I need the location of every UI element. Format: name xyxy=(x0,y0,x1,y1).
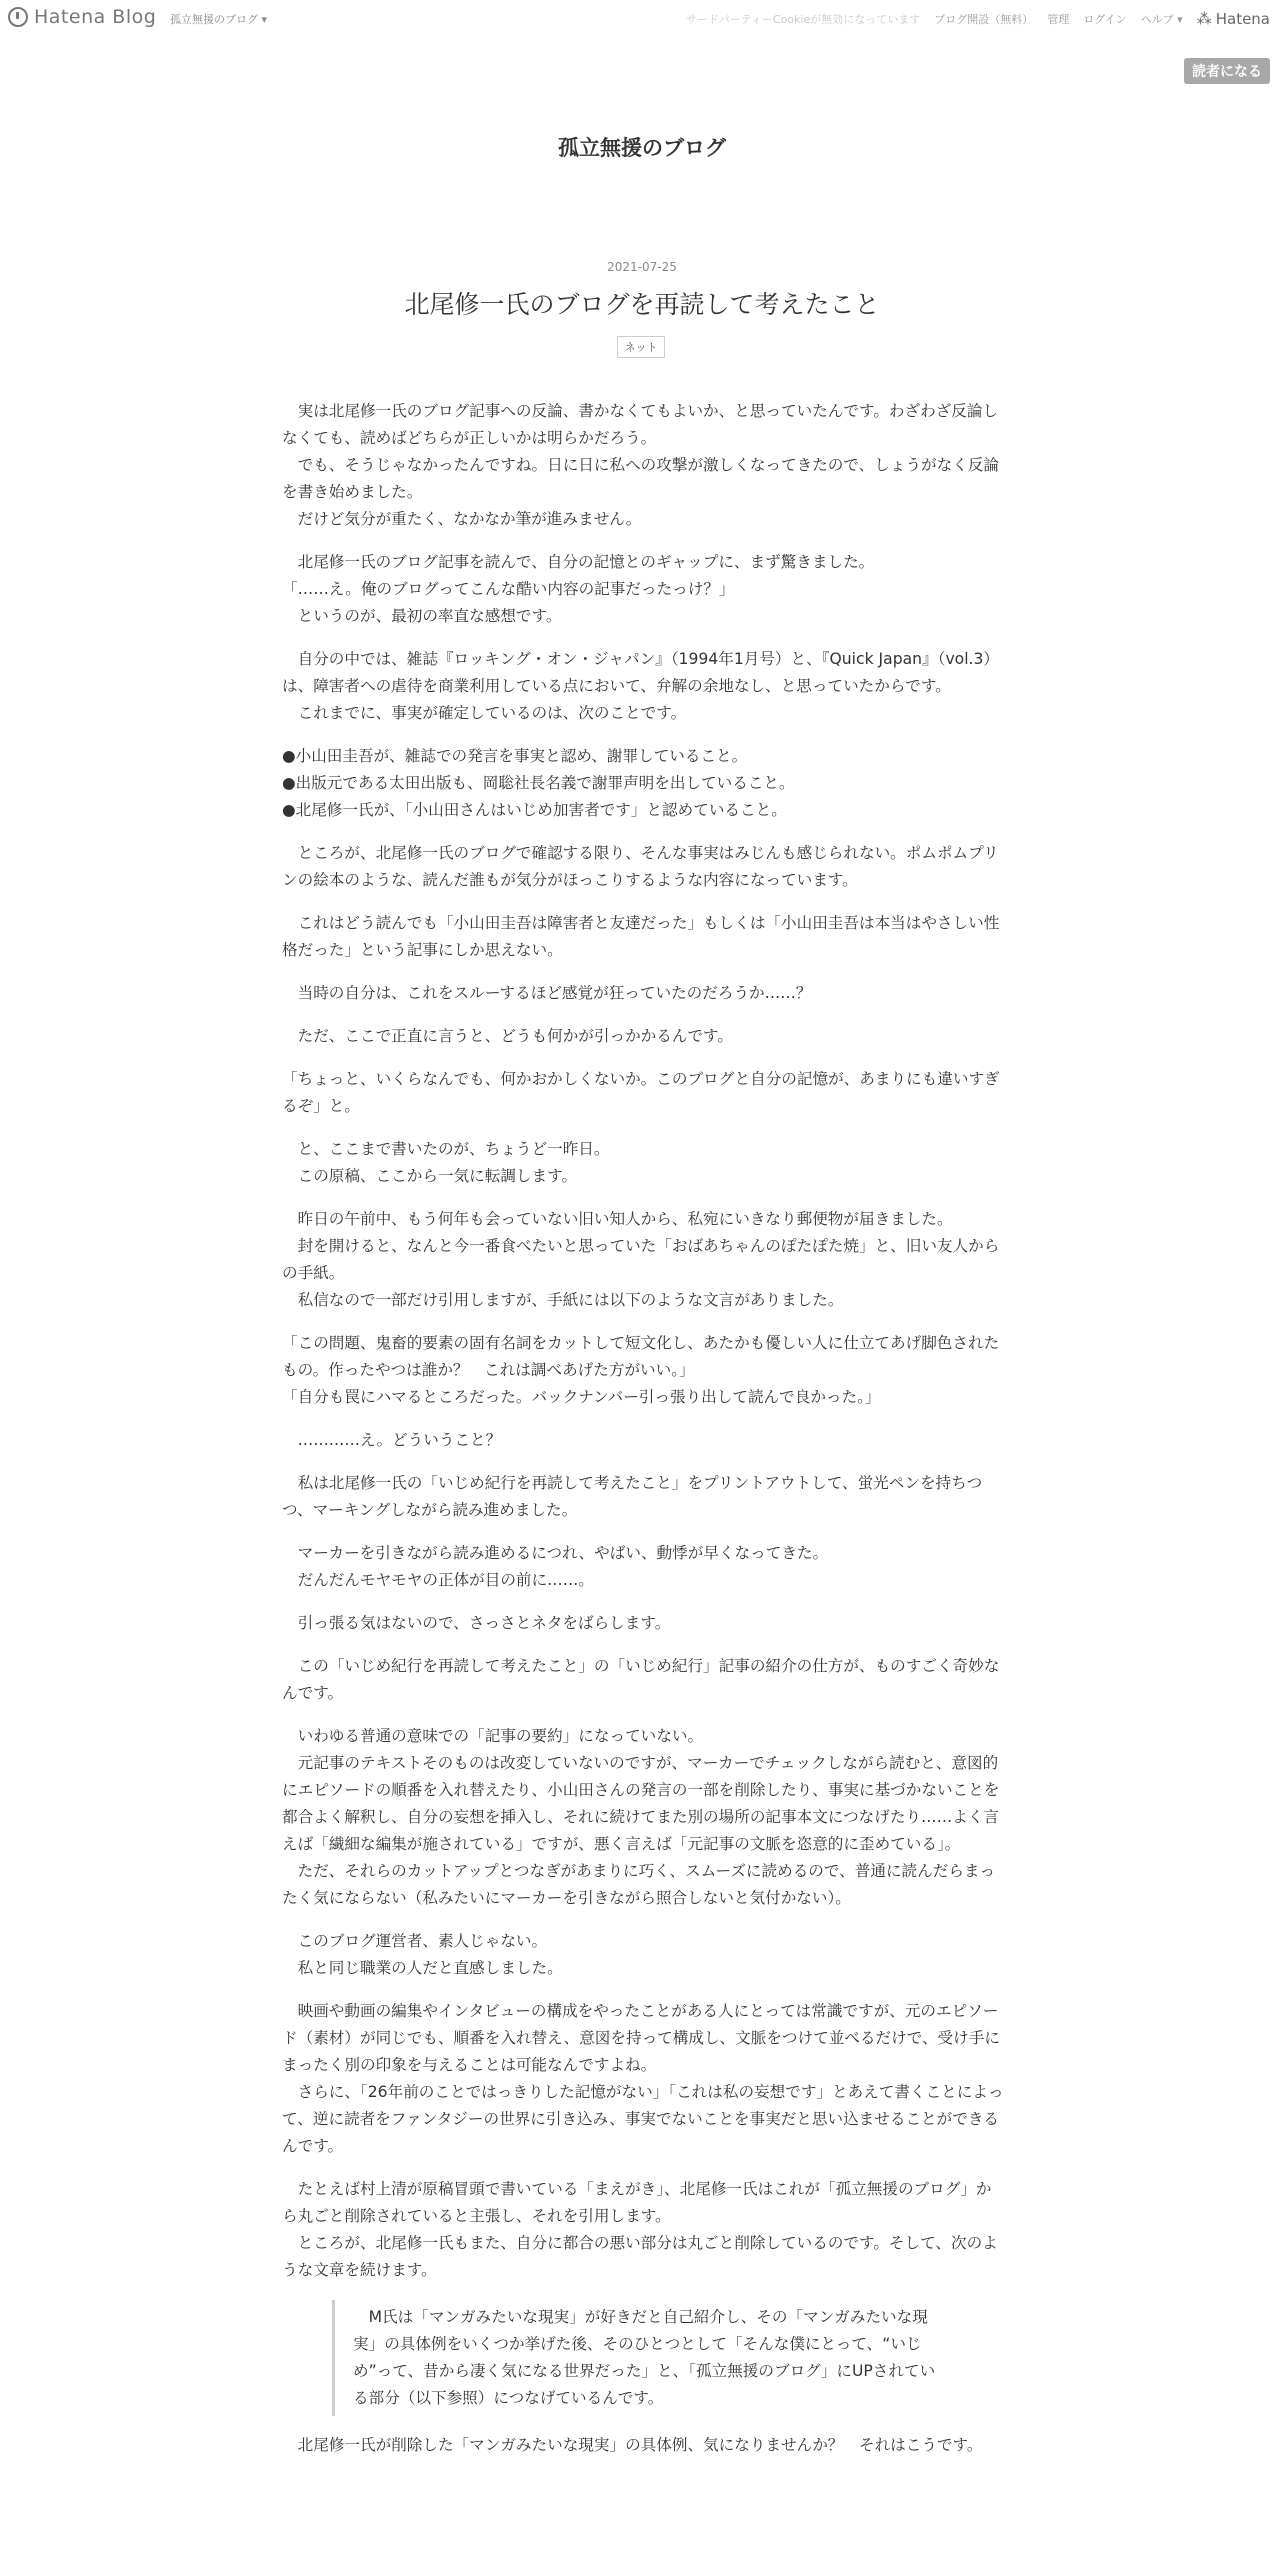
help-menu[interactable]: ヘルプ ▾ xyxy=(1140,13,1183,26)
hatena-blog-logo[interactable] xyxy=(8,6,156,28)
text-line: と、ここまで書いたのが、ちょうど一昨日。 xyxy=(282,1140,610,1158)
text-line: このブログ運営者、素人じゃない。 xyxy=(282,1932,548,1950)
text-line: だけど気分が重たく、なかなか筆が進みません。 xyxy=(282,510,642,528)
paragraph-14 xyxy=(282,1470,1004,1524)
facts-list xyxy=(282,743,1004,824)
text-line: さらに、「26年前のことではっきりした記憶がない」「これは私の妄想です」とあえて書くことによって、逆に読者をファンタジーの世界に引き込み、事実でないことを事実だと思い込ませることができるんです。 xyxy=(282,2083,1004,2155)
paragraph-2 xyxy=(282,549,1004,630)
admin-link[interactable]: 管理 xyxy=(1047,13,1070,26)
login-link[interactable]: ログイン xyxy=(1083,13,1127,26)
text-line: でも、そうじゃなかったんですね。日に日に私への攻撃が激しくなってきたので、しょうがなく反論を書き始めました。 xyxy=(282,456,1000,501)
text-line: たとえば村上清が原稿冒頭で書いている「まえがき」、北尾修一氏はこれが「孤立無援のブログ」から丸ごと削除されていると主張し、それを引用します。 xyxy=(282,2180,992,2225)
text-line: 自分の中では、雑誌『ロッキング・オン・ジャパン』（1994年1月号）と、『Quick Japan』（vol.3）は、障害者への虐待を商業利用している点において、弁解の余地なし、と思っていたからです。 xyxy=(282,650,1000,695)
text-line: この「いじめ紀行を再読して考えたこと」の「いじめ紀行」記事の紹介の仕方が、ものすごく奇妙なんです。 xyxy=(282,1657,1000,1702)
text-line: 北尾修一氏が削除した「マンガみたいな現実」の具体例、気になりませんか？ それはこうです。 xyxy=(282,2436,983,2454)
paragraph-17 xyxy=(282,1653,1004,1707)
text-line: マーカーを引きながら読み進めるにつれ、やばい、動悸が早くなってきた。 xyxy=(282,1544,829,1562)
post-date[interactable]: 2021-07-25 xyxy=(607,260,677,274)
post-body xyxy=(282,398,1004,2475)
post-title[interactable]: 北尾修一氏のブログを再読して考えたこと xyxy=(404,290,880,319)
text-line: 昨日の午前中、もう何年も会っていない旧い知人から、私宛にいきなり郵便物が届きました。 xyxy=(282,1210,953,1228)
hatena-dots-icon: ⁂ xyxy=(1196,10,1212,28)
text-line: 私は北尾修一氏の「いじめ紀行を再読して考えたこと」をプリントアウトして、蛍光ペンを持ちつつ、マーキングしながら読み進めました。 xyxy=(282,1474,983,1519)
list-item: ●小山田圭吾が、雑誌での発言を事実と認め、謝罪していること。 xyxy=(282,747,748,765)
paragraph-7 xyxy=(282,980,1004,1007)
text-line: ただ、ここで正直に言うと、どうも何かが引っかかるんです。 xyxy=(282,1027,733,1045)
text-line: これまでに、事実が確定しているのは、次のことです。 xyxy=(282,704,687,722)
text-line: 「ちょっと、いくらなんでも、何かおかしくないか。このブログと自分の記憶が、あまりにも違いすぎるぞ」と。 xyxy=(282,1070,1000,1115)
text-line: 「この問題、鬼畜的要素の固有名詞をカットして短文化し、あたかも優しい人に仕立てあげ脚色されたもの。作ったやつは誰か？ これは調べあげた方がいい。」 xyxy=(282,1334,1000,1379)
text-line: いわゆる普通の意味での「記事の要約」になっていない。 xyxy=(282,1727,704,1745)
text-line: 当時の自分は、これをスルーするほど感覚が狂っていたのだろうか……？ xyxy=(282,984,812,1002)
subscribe-button[interactable]: 読者になる xyxy=(1184,58,1270,84)
hatena-menu[interactable] xyxy=(1197,10,1270,28)
paragraph-5 xyxy=(282,840,1004,894)
text-line: 引っ張る気はないので、さっさとネタをばらします。 xyxy=(282,1614,671,1632)
header-right-nav xyxy=(686,10,1270,28)
text-line: 封を開けると、なんと今一番食べたいと思っていた「おばあちゃんのぽたぽた焼」と、旧い友人からの手紙。 xyxy=(282,1237,1000,1282)
category-tag[interactable]: ネット xyxy=(617,336,665,358)
list-item: ●出版元である太田出版も、岡聡社長名義で謝罪声明を出していること。 xyxy=(282,774,795,792)
blog-title[interactable]: 孤立無援のブログ xyxy=(558,136,726,160)
global-header xyxy=(0,0,1284,38)
text-line: 北尾修一氏のブログ記事を読んで、自分の記憶とのギャップに、まず驚きました。 xyxy=(282,553,875,571)
text-line: 実は北尾修一氏のブログ記事への反論、書かなくてもよいか、と思っていたんです。わざわざ反論しなくても、読めばどちらが正しいかは明らかだろう。 xyxy=(282,402,999,447)
blog-menu-dropdown[interactable]: 孤立無援のブログ ▾ xyxy=(170,13,268,26)
quote-text: M氏は「マンガみたいな現実」が好きだと自己紹介し、その「マンガみたいな現実」の具体例をいくつか挙げた後、そのひとつとして「そんな僕にとって、“いじめ”って、昔から凄く気になる世界だった」と、「孤立無援のブログ」にUPされている部分（以下参照）につなげているんです。 xyxy=(353,2308,936,2407)
paragraph-11 xyxy=(282,1206,1004,1314)
paragraph-19 xyxy=(282,1928,1004,1982)
text-line: 「自分も罠にハマるところだった。バックナンバー引っ張り出して読んで良かった。」 xyxy=(282,1388,881,1406)
paragraph-1 xyxy=(282,398,1004,533)
text-line: 「……え。俺のブログってこんな酷い内容の記事だったっけ？」 xyxy=(282,580,735,598)
paragraph-18 xyxy=(282,1723,1004,1912)
paragraph-12 xyxy=(282,1330,1004,1411)
paragraph-22 xyxy=(282,2432,1004,2459)
paragraph-8 xyxy=(282,1023,1004,1050)
hatena-label: Hatena xyxy=(1215,10,1270,28)
open-blog-link[interactable]: ブログ開設（無料） xyxy=(934,13,1034,26)
cookie-notice: サードパーティーCookieが無効になっています xyxy=(686,13,921,26)
brand-name: Hatena Blog xyxy=(34,6,157,28)
text-line: この原稿、ここから一気に転調します。 xyxy=(282,1167,578,1185)
blockquote xyxy=(332,2300,949,2416)
text-line: というのが、最初の率直な感想です。 xyxy=(282,607,562,625)
text-line: ただ、それらのカットアップとつなぎがあまりに巧く、スムーズに読めるので、普通に読んだらまったく気にならない（私みたいにマーカーを引きながら照合しないと気付かない）。 xyxy=(282,1862,996,1907)
paragraph-3 xyxy=(282,646,1004,727)
paragraph-13 xyxy=(282,1427,1004,1454)
paragraph-6 xyxy=(282,910,1004,964)
hatena-logo-icon xyxy=(8,7,28,27)
text-line: 映画や動画の編集やインタビューの構成をやったことがある人にとっては常識ですが、元のエピソード（素材）が同じでも、順番を入れ替え、意図を持って構成し、文脈をつけて並べるだけで、受け手にまったく別の印象を与えることは可能なんですよね。 xyxy=(282,2002,1000,2074)
text-line: …………え。どういうこと？ xyxy=(282,1431,502,1449)
paragraph-20 xyxy=(282,1998,1004,2160)
paragraph-16 xyxy=(282,1610,1004,1637)
text-line: ところが、北尾修一氏もまた、自分に都合の悪い部分は丸ごと削除しているのです。そして、次のような文章を続けます。 xyxy=(282,2234,998,2279)
text-line: だんだんモヤモヤの正体が目の前に……。 xyxy=(282,1571,594,1589)
text-line: これはどう読んでも「小山田圭吾は障害者と友達だった」もしくは「小山田圭吾は本当はやさしい性格だった」という記事にしか思えない。 xyxy=(282,914,1000,959)
text-line: 私信なので一部だけ引用しますが、手紙には以下のような文言がありました。 xyxy=(282,1291,844,1309)
paragraph-9 xyxy=(282,1066,1004,1120)
text-line: ところが、北尾修一氏のブログで確認する限り、そんな事実はみじんも感じられない。ポムポムプリンの絵本のような、読んだ誰もが気分がほっこりするような内容になっています。 xyxy=(282,844,999,889)
paragraph-21 xyxy=(282,2176,1004,2284)
paragraph-10 xyxy=(282,1136,1004,1190)
text-line: 私と同じ職業の人だと直感しました。 xyxy=(282,1959,563,1977)
paragraph-15 xyxy=(282,1540,1004,1594)
list-item: ●北尾修一氏が、「小山田さんはいじめ加害者です」と認めていること。 xyxy=(282,801,787,819)
text-line: 元記事のテキストそのものは改変していないのですが、マーカーでチェックしながら読むと、意図的にエピソードの順番を入れ替えたり、小山田さんの発言の一部を削除したり、事実に基づかないことを都合よく解釈し、自分の妄想を挿入し、それに続けてまた別の場所の記事本文につなげたり……よく言えば「繊細な編集が施されている」ですが、悪く言えば「元記事の文脈を恣意的に歪めている」。 xyxy=(282,1754,1000,1853)
